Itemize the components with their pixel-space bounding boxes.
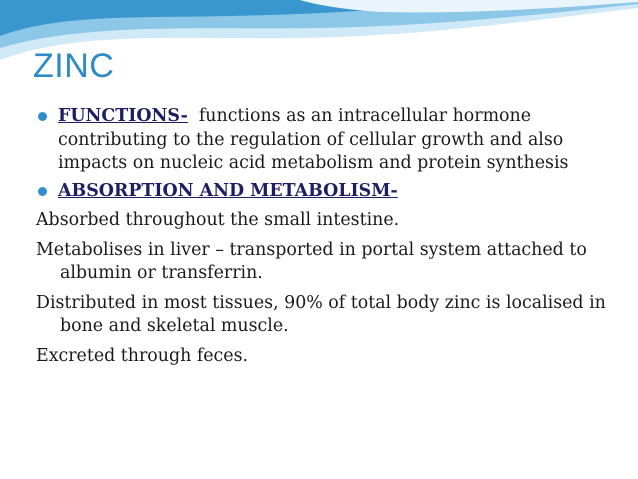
absorption-paragraph: Absorbed throughout the small intestine. [36,210,400,230]
functions-heading: FUNCTIONS- [58,106,188,126]
functions-bullet [36,105,626,176]
functions-text: functions as an intracellular hormone contributing to the regulation of cellular growth and also impacts on nucleic acid metabolism and protein synthesis [58,106,569,173]
bullet-dot-icon [38,112,47,121]
distribution-paragraph: Distributed in most tissues, 90% of total body zinc is localised in bone and skeletal muscle. [36,292,606,336]
metabolism-paragraph: Metabolises in liver – transported in portal system attached to albumin or transferrin. [36,239,587,283]
excretion-paragraph: Excreted through feces. [36,345,249,366]
bullet-dot-icon [38,187,47,196]
absorption-heading: ABSORPTION AND METABOLISM- [58,180,398,201]
slide-title: ZINC [33,47,115,85]
absorption-bullet [36,180,626,204]
slide-content [36,105,626,368]
